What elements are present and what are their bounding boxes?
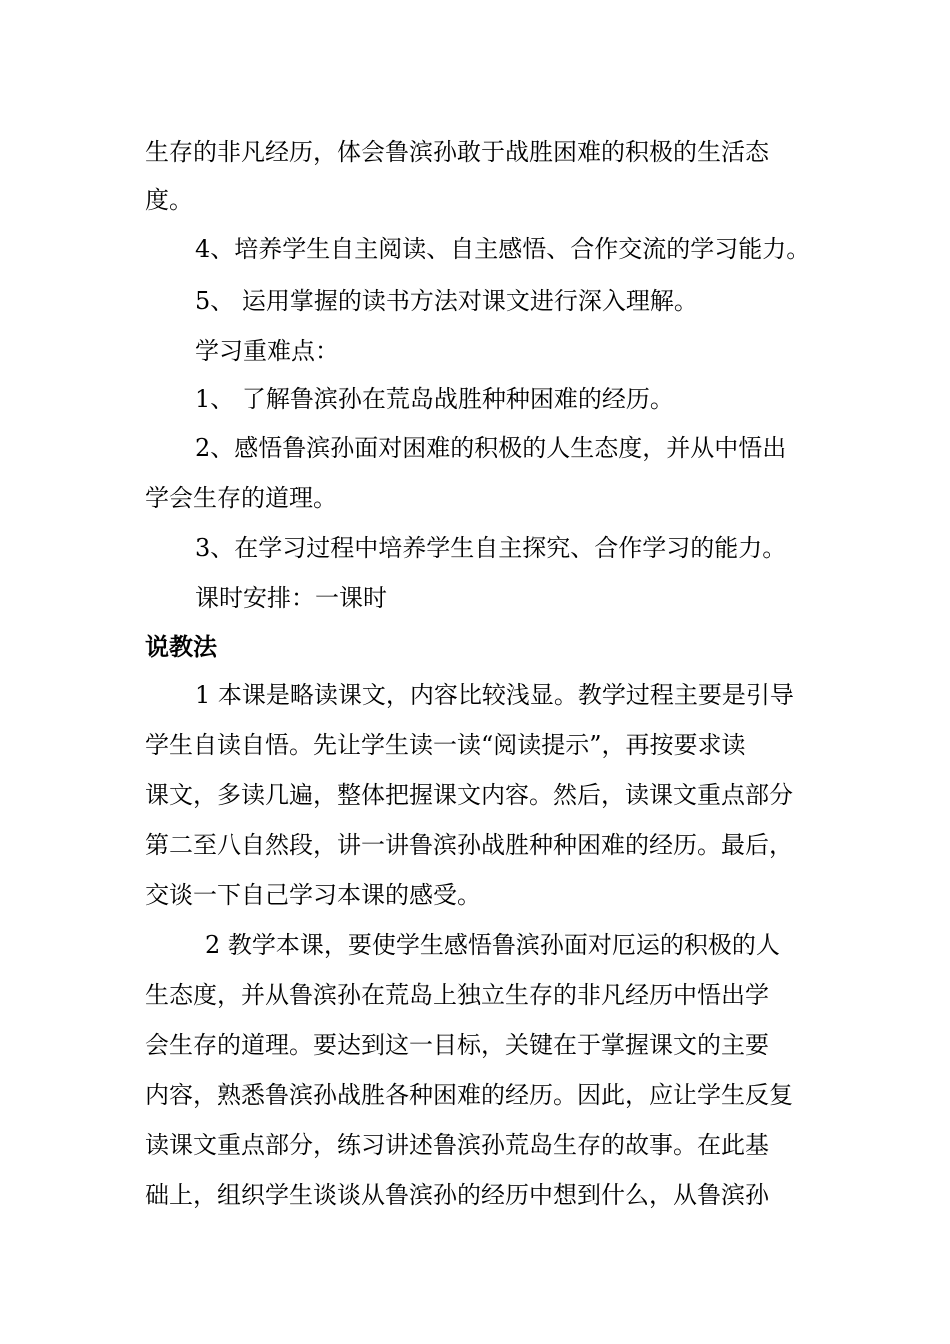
text-line-19: 会生存的道理。要达到这一目标，关键在于掌握课文的主要 xyxy=(145,1031,769,1059)
text-line-22: 础上，组织学生谈谈从鲁滨孙的经历中想到什么，从鲁滨孙 xyxy=(145,1181,769,1209)
text-line-20: 内容，熟悉鲁滨孙战胜各种困难的经历。因此，应让学生反复 xyxy=(145,1081,793,1109)
text-line-6: 1、 了解鲁滨孙在荒岛战胜种种困难的经历。 xyxy=(195,385,674,413)
text-line-12: 1 本课是略读课文，内容比较浅显。教学过程主要是引导 xyxy=(195,681,794,709)
text-line-3: 4、培养学生自主阅读、自主感悟、合作交流的学习能力。 xyxy=(195,235,811,263)
text-line-15: 第二至八自然段，讲一讲鲁滨孙战胜种种困难的经历。最后， xyxy=(145,831,793,859)
text-line-4: 5、 运用掌握的读书方法对课文进行深入理解。 xyxy=(195,287,698,315)
text-line-9: 3、在学习过程中培养学生自主探究、合作学习的能力。 xyxy=(195,534,787,562)
text-line-13: 学生自读自悟。先让学生读一读“阅读提示”，再按要求读 xyxy=(145,731,746,759)
text-line-14: 课文，多读几遍，整体把握课文内容。然后，读课文重点部分 xyxy=(145,781,793,809)
text-line-21: 读课文重点部分，练习讲述鲁滨孙荒岛生存的故事。在此基 xyxy=(145,1131,769,1159)
section-label-key-points: 学习重难点： xyxy=(195,337,339,365)
text-line-1: 生存的非凡经历，体会鲁滨孙敢于战胜困难的积极的生活态 xyxy=(145,138,769,166)
text-line-16: 交谈一下自己学习本课的感受。 xyxy=(145,881,481,909)
text-line-2: 度。 xyxy=(145,186,193,214)
section-heading-teaching-method: 说教法 xyxy=(145,632,217,661)
text-line-18: 生态度，并从鲁滨孙在荒岛上独立生存的非凡经历中悟出学 xyxy=(145,981,769,1009)
text-line-17: 2 教学本课，要使学生感悟鲁滨孙面对厄运的积极的人 xyxy=(205,931,780,959)
text-line-8: 学会生存的道理。 xyxy=(145,484,337,512)
text-line-7: 2、感悟鲁滨孙面对困难的积极的人生态度，并从中悟出 xyxy=(195,434,787,462)
text-line-10: 课时安排：一课时 xyxy=(195,584,387,612)
